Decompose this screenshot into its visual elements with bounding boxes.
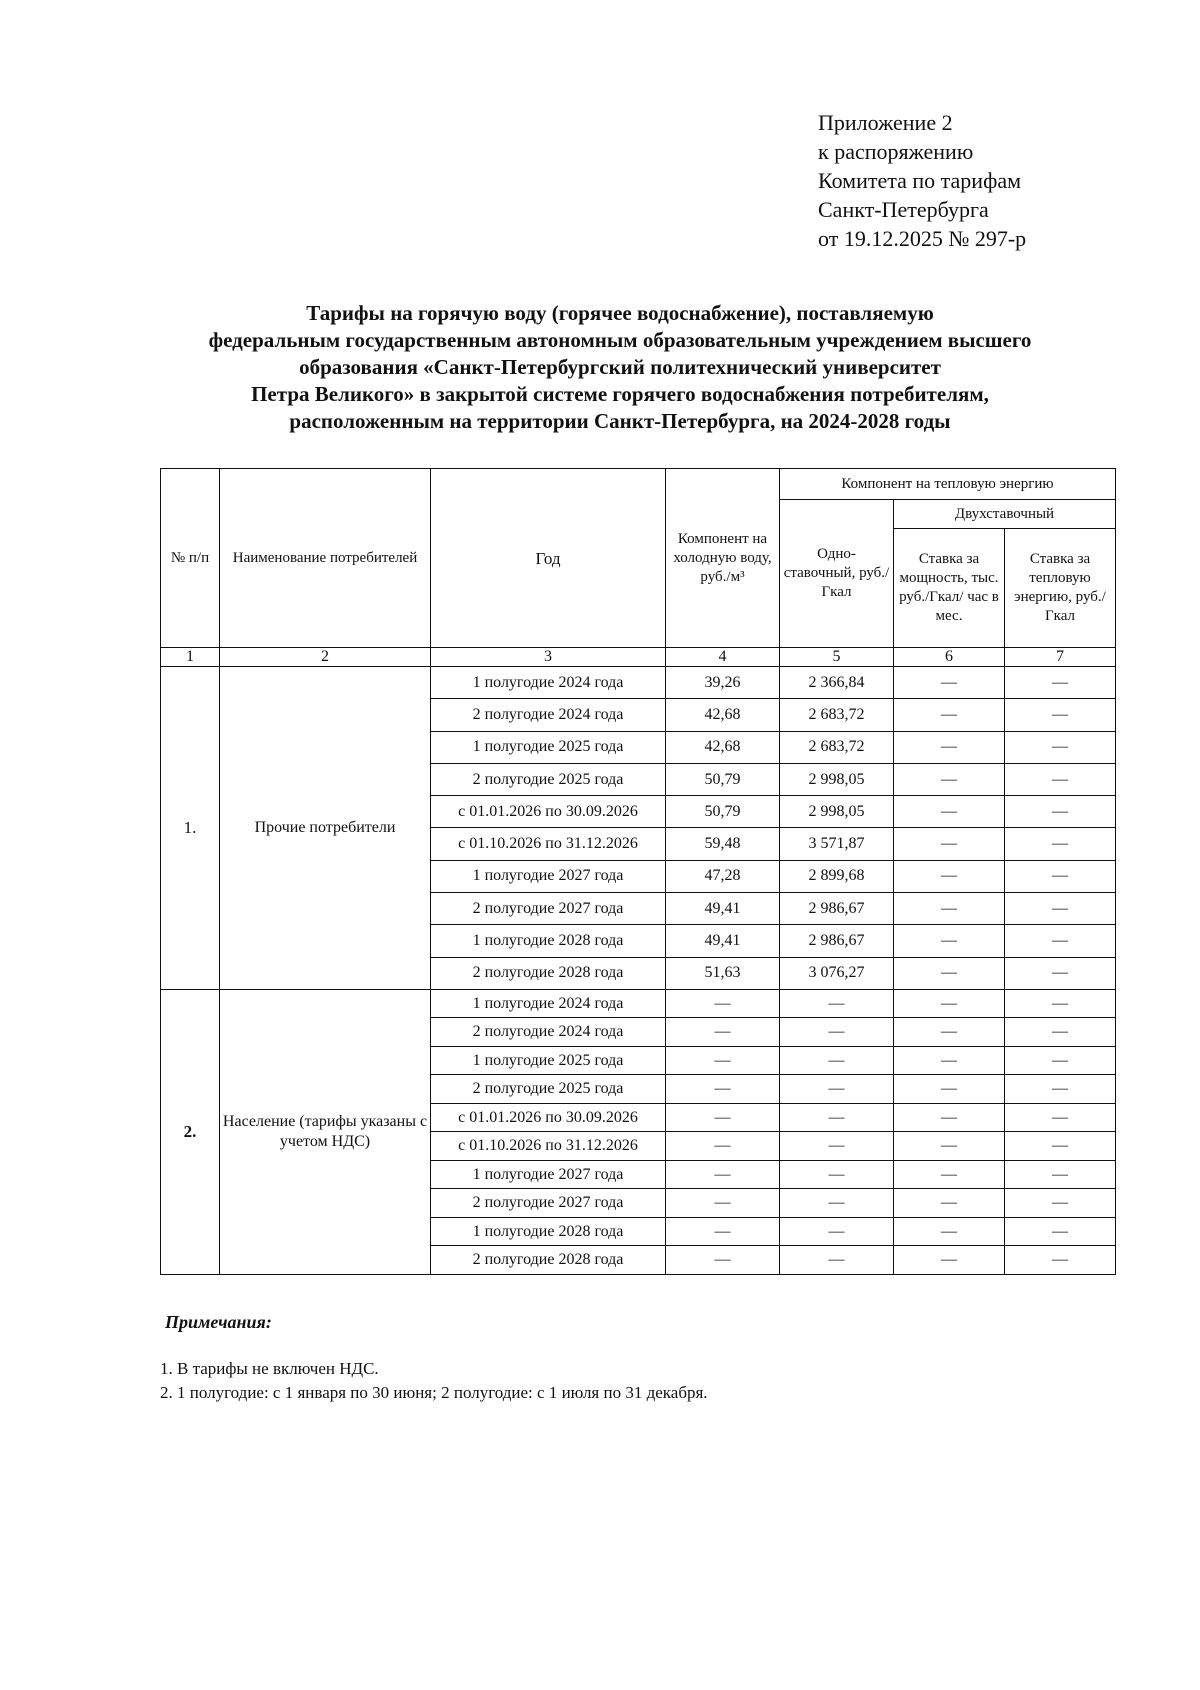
energy-rate-value: — (1005, 731, 1116, 763)
cold-water-value: — (666, 1160, 780, 1189)
header-capacity-rate: Ставка за мощность, тыс. руб./Гкал/ час в мес. (894, 529, 1005, 648)
single-rate-value: — (780, 1103, 894, 1132)
title-line: образования «Санкт-Петербургский политехнический университет (299, 355, 941, 379)
single-rate-value: 2 998,05 (780, 796, 894, 828)
header-single-rate: Одно-ставочный, руб./Гкал (780, 500, 894, 648)
column-number: 4 (666, 648, 780, 667)
cold-water-value: 49,41 (666, 925, 780, 957)
cold-water-value: — (666, 1103, 780, 1132)
single-rate-value: 2 683,72 (780, 731, 894, 763)
period-cell: 1 полугодие 2024 года (431, 667, 666, 699)
capacity-rate-value: — (894, 1246, 1005, 1275)
capacity-rate-value: — (894, 1075, 1005, 1104)
energy-rate-value: — (1005, 860, 1116, 892)
energy-rate-value: — (1005, 957, 1116, 989)
period-cell: 1 полугодие 2028 года (431, 1217, 666, 1246)
header-heat-component: Компонент на тепловую энергию (780, 469, 1116, 500)
attachment-line: от 19.12.2025 № 297-р (818, 226, 1027, 251)
note-item: 2. 1 полугодие: с 1 января по 30 июня; 2 полугодие: с 1 июля по 31 декабря. (160, 1383, 708, 1402)
capacity-rate-value: — (894, 763, 1005, 795)
period-cell: 2 полугодие 2027 года (431, 1189, 666, 1218)
capacity-rate-value: — (894, 828, 1005, 860)
attachment-line: Приложение 2 (818, 110, 953, 135)
cold-water-value: 47,28 (666, 860, 780, 892)
energy-rate-value: — (1005, 699, 1116, 731)
column-number: 7 (1005, 648, 1116, 667)
header-year: Год (431, 469, 666, 648)
period-cell: 2 полугодие 2024 года (431, 1018, 666, 1047)
header-name: Наименование потребителей (220, 469, 431, 648)
energy-rate-value: — (1005, 1246, 1116, 1275)
single-rate-value: — (780, 1075, 894, 1104)
group-name: Население (тарифы указаны с учетом НДС) (220, 989, 431, 1274)
table-row (161, 667, 1116, 699)
energy-rate-value: — (1005, 1189, 1116, 1218)
period-cell: 2 полугодие 2025 года (431, 763, 666, 795)
period-cell: 2 полугодие 2028 года (431, 957, 666, 989)
attachment-line: Комитета по тарифам (818, 168, 1022, 193)
single-rate-value: 3 076,27 (780, 957, 894, 989)
column-number: 5 (780, 648, 894, 667)
single-rate-value: — (780, 1246, 894, 1275)
header-num: № п/п (161, 469, 220, 648)
single-rate-value: 2 366,84 (780, 667, 894, 699)
group-number: 2. (161, 989, 220, 1274)
period-cell: с 01.01.2026 по 30.09.2026 (431, 1103, 666, 1132)
energy-rate-value: — (1005, 828, 1116, 860)
energy-rate-value: — (1005, 763, 1116, 795)
capacity-rate-value: — (894, 893, 1005, 925)
energy-rate-value: — (1005, 1103, 1116, 1132)
column-number: 2 (220, 648, 431, 667)
title-line: Петра Великого» в закрытой системе горячего водоснабжения потребителям, (251, 382, 989, 406)
energy-rate-value: — (1005, 1160, 1116, 1189)
capacity-rate-value: — (894, 1046, 1005, 1075)
attachment-line: Санкт-Петербурга (818, 197, 989, 222)
capacity-rate-value: — (894, 1018, 1005, 1047)
period-cell: 2 полугодие 2025 года (431, 1075, 666, 1104)
capacity-rate-value: — (894, 957, 1005, 989)
period-cell: 1 полугодие 2025 года (431, 731, 666, 763)
header-energy-rate: Ставка за тепловую энергию, руб./Гкал (1005, 529, 1116, 648)
cold-water-value: — (666, 1189, 780, 1218)
cold-water-value: 49,41 (666, 893, 780, 925)
single-rate-value: 2 986,67 (780, 893, 894, 925)
single-rate-value: 2 998,05 (780, 763, 894, 795)
cold-water-value: 42,68 (666, 699, 780, 731)
cold-water-value: — (666, 1018, 780, 1047)
capacity-rate-value: — (894, 1132, 1005, 1161)
capacity-rate-value: — (894, 989, 1005, 1018)
cold-water-value: 39,26 (666, 667, 780, 699)
attachment-line: к распоряжению (818, 139, 974, 164)
header-two-rate: Двухставочный (894, 500, 1116, 529)
group-name: Прочие потребители (220, 667, 431, 990)
cold-water-value: — (666, 1132, 780, 1161)
cold-water-value: — (666, 1217, 780, 1246)
period-cell: 1 полугодие 2027 года (431, 860, 666, 892)
cold-water-value: 59,48 (666, 828, 780, 860)
title-line: федеральным государственным автономным образовательным учреждением высшего (208, 328, 1032, 352)
notes-heading: Примечания: (165, 1312, 272, 1332)
cold-water-value: 50,79 (666, 796, 780, 828)
title-line: Тарифы на горячую воду (горячее водоснабжение), поставляемую (306, 301, 934, 325)
energy-rate-value: — (1005, 1132, 1116, 1161)
notes-list (160, 1357, 708, 1405)
document-title (120, 300, 1120, 435)
period-cell: 2 полугодие 2027 года (431, 893, 666, 925)
period-cell: 1 полугодие 2025 года (431, 1046, 666, 1075)
single-rate-value: 3 571,87 (780, 828, 894, 860)
capacity-rate-value: — (894, 1189, 1005, 1218)
single-rate-value: 2 986,67 (780, 925, 894, 957)
table-row (161, 989, 1116, 1018)
column-number: 1 (161, 648, 220, 667)
period-cell: с 01.10.2026 по 31.12.2026 (431, 828, 666, 860)
period-cell: 2 полугодие 2028 года (431, 1246, 666, 1275)
cold-water-value: 42,68 (666, 731, 780, 763)
single-rate-value: — (780, 989, 894, 1018)
single-rate-value: — (780, 1018, 894, 1047)
energy-rate-value: — (1005, 1217, 1116, 1246)
cold-water-value: 50,79 (666, 763, 780, 795)
period-cell: 1 полугодие 2028 года (431, 925, 666, 957)
capacity-rate-value: — (894, 1103, 1005, 1132)
cold-water-value: 51,63 (666, 957, 780, 989)
energy-rate-value: — (1005, 1046, 1116, 1075)
energy-rate-value: — (1005, 1075, 1116, 1104)
energy-rate-value: — (1005, 925, 1116, 957)
capacity-rate-value: — (894, 1217, 1005, 1246)
capacity-rate-value: — (894, 1160, 1005, 1189)
cold-water-value: — (666, 989, 780, 1018)
period-cell: 1 полугодие 2027 года (431, 1160, 666, 1189)
group-number: 1. (161, 667, 220, 990)
column-number: 3 (431, 648, 666, 667)
single-rate-value: — (780, 1217, 894, 1246)
cold-water-value: — (666, 1046, 780, 1075)
single-rate-value: — (780, 1046, 894, 1075)
column-number: 6 (894, 648, 1005, 667)
table-body (161, 667, 1116, 1275)
capacity-rate-value: — (894, 796, 1005, 828)
single-rate-value: — (780, 1132, 894, 1161)
energy-rate-value: — (1005, 796, 1116, 828)
single-rate-value: 2 683,72 (780, 699, 894, 731)
capacity-rate-value: — (894, 925, 1005, 957)
capacity-rate-value: — (894, 860, 1005, 892)
header-cold-water: Компонент на холодную воду, руб./м³ (666, 469, 780, 648)
cold-water-value: — (666, 1075, 780, 1104)
capacity-rate-value: — (894, 699, 1005, 731)
attachment-block (818, 108, 1026, 253)
energy-rate-value: — (1005, 893, 1116, 925)
single-rate-value: — (780, 1189, 894, 1218)
period-cell: 1 полугодие 2024 года (431, 989, 666, 1018)
capacity-rate-value: — (894, 731, 1005, 763)
tariffs-table (160, 468, 1116, 1275)
energy-rate-value: — (1005, 989, 1116, 1018)
note-item: 1. В тарифы не включен НДС. (160, 1359, 379, 1378)
single-rate-value: 2 899,68 (780, 860, 894, 892)
period-cell: с 01.01.2026 по 30.09.2026 (431, 796, 666, 828)
title-line: расположенным на территории Санкт-Петербурга, на 2024-2028 годы (289, 409, 951, 433)
cold-water-value: — (666, 1246, 780, 1275)
single-rate-value: — (780, 1160, 894, 1189)
capacity-rate-value: — (894, 667, 1005, 699)
energy-rate-value: — (1005, 1018, 1116, 1047)
period-cell: 2 полугодие 2024 года (431, 699, 666, 731)
period-cell: с 01.10.2026 по 31.12.2026 (431, 1132, 666, 1161)
energy-rate-value: — (1005, 667, 1116, 699)
